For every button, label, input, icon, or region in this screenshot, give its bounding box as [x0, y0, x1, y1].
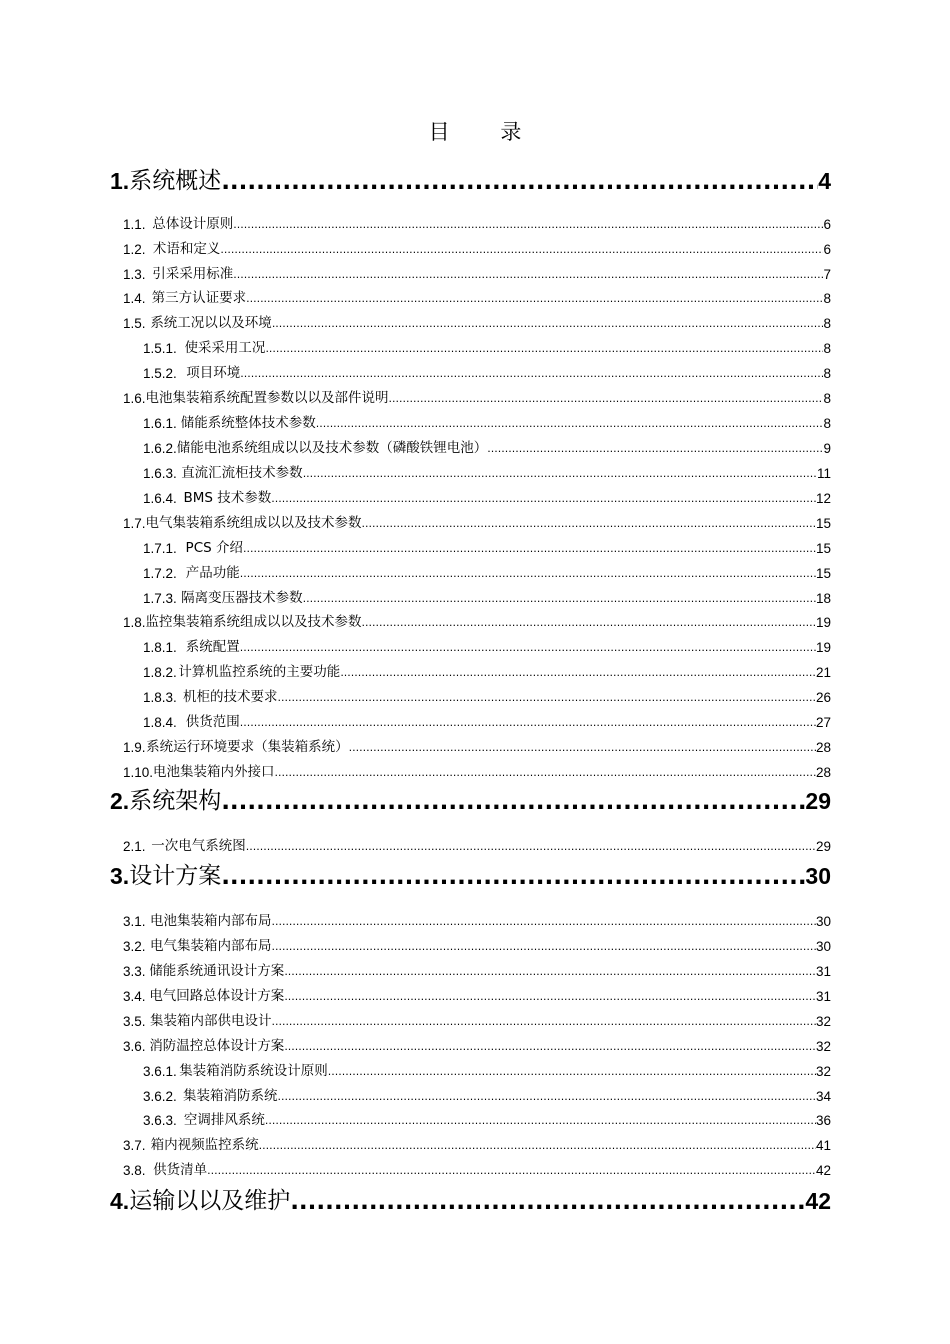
toc-entry-title: 第三方认证要求: [151, 290, 247, 306]
toc-entry-page-number: 32: [815, 1039, 831, 1054]
toc-entry-page-number: 8: [823, 316, 831, 331]
toc-entry-title: 电池集装箱系统配置参数以以及部件说明: [145, 390, 389, 406]
toc-entry-page-number: 29: [805, 788, 831, 814]
toc-entry-number: 1.6.4.: [143, 491, 177, 506]
toc-entry-title: 消防温控总体设计方案: [149, 1038, 285, 1054]
toc-entry-title: 隔离变压器技术参数: [181, 590, 303, 606]
toc-leader-dots: [221, 789, 805, 815]
toc-entry-title: 供货清单: [153, 1162, 208, 1178]
toc-entry[interactable]: [123, 386, 831, 406]
toc-entry-page-number: 15: [815, 541, 831, 556]
toc-entry-number: 3.4.: [123, 989, 146, 1004]
toc-entry-page-number: 32: [815, 1064, 831, 1079]
toc-leader-dots: [284, 965, 816, 979]
toc-entry[interactable]: [123, 984, 831, 1004]
toc-entry[interactable]: [123, 286, 831, 306]
toc-entry-number: 1.5.1.: [143, 341, 177, 356]
toc-leader-dots: [284, 1040, 816, 1054]
toc-leader-dots: [243, 542, 816, 556]
toc-entry-title: 系统运行环境要求（集装箱系统）: [146, 739, 349, 755]
toc-entry[interactable]: [123, 610, 831, 630]
toc-entry-number: 1.7.1.: [143, 541, 177, 556]
toc-entry[interactable]: [143, 461, 831, 481]
toc-entry-number: 1.8.1.: [143, 640, 177, 655]
toc-entry-number: 3.2.: [123, 939, 146, 954]
toc-entry-title: 直流汇流柜技术参数: [181, 465, 303, 481]
toc-entry[interactable]: [143, 336, 831, 356]
toc-entry-title: 项目环境: [186, 365, 241, 381]
toc-leader-dots: [284, 990, 816, 1004]
toc-leader-dots: [271, 1015, 816, 1029]
toc-entry-number: 3.6.: [123, 1039, 146, 1054]
toc-entry-number: 2.: [110, 788, 130, 814]
toc-entry-title: 电气回路总体设计方案: [149, 988, 285, 1004]
toc-entry-number: 2.1.: [123, 839, 146, 854]
toc-entry-page-number: 9: [823, 441, 831, 456]
toc-entry[interactable]: [123, 237, 831, 257]
toc-entry-title: 计算机监控系统的主要功能: [178, 664, 341, 680]
toc-leader-dots: [240, 567, 816, 581]
toc-entry-title: 机柜的技术要求: [182, 689, 278, 705]
toc-entry[interactable]: [110, 781, 831, 815]
toc-entry-page-number: 36: [815, 1113, 831, 1128]
toc-entry-page-number: 28: [815, 740, 831, 755]
toc-leader-dots: [259, 1139, 816, 1153]
toc-leader-dots: [240, 716, 816, 730]
toc-entry-title: 设计方案: [129, 863, 222, 889]
toc-entry-page-number: 18: [815, 591, 831, 606]
toc-entry-number: 1.4.: [123, 291, 146, 306]
toc-entry-title: 供货范围: [185, 714, 240, 730]
toc-leader-dots: [272, 317, 824, 331]
toc-leader-dots: [362, 517, 816, 531]
toc-entry-number: 1.9.: [123, 740, 146, 755]
toc-entry[interactable]: [110, 1181, 831, 1215]
toc-entry-title: 系统架构: [129, 788, 222, 814]
toc-entry-page-number: 12: [815, 491, 831, 506]
toc-entry-page-number: 15: [815, 516, 831, 531]
toc-leader-dots: [221, 864, 805, 890]
toc-entry-number: 3.6.2.: [143, 1089, 177, 1104]
toc-entry[interactable]: [123, 909, 831, 929]
toc-entry-number: 3.5.: [123, 1014, 146, 1029]
toc-entry-number: 1.8.2.: [143, 665, 177, 680]
toc-entry[interactable]: [123, 311, 831, 331]
toc-entry[interactable]: [123, 511, 831, 531]
toc-entry-page-number: 30: [805, 863, 831, 889]
toc-entry-number: 1.7.3.: [143, 591, 177, 606]
toc-entry[interactable]: [123, 834, 831, 854]
toc-entry[interactable]: [123, 262, 831, 282]
toc-leader-dots: [271, 915, 816, 929]
toc-leader-dots: [240, 641, 816, 655]
toc-entry-title: 引采采用标准: [152, 266, 234, 282]
toc-entry-number: 1.6.2.: [143, 441, 177, 456]
toc-entry-number: 1.6.: [123, 391, 146, 406]
toc-entry-page-number: 8: [823, 391, 831, 406]
toc-entry-page-number: 30: [815, 914, 831, 929]
toc-entry-page-number: 31: [815, 989, 831, 1004]
toc-entry-page-number: 21: [815, 665, 831, 680]
toc-entry-number: 1.7.: [123, 516, 146, 531]
toc-entry-number: 1.8.: [123, 615, 146, 630]
toc-entry[interactable]: [123, 735, 831, 755]
toc-entry[interactable]: [143, 536, 831, 556]
toc-entry-page-number: 8: [823, 366, 831, 381]
toc-entry-page-number: 4: [818, 168, 831, 194]
toc-entry-page-number: 8: [823, 291, 831, 306]
toc-entry-title: PCS 介绍: [185, 540, 243, 556]
toc-entry[interactable]: [110, 856, 831, 890]
toc-leader-dots: [277, 1090, 815, 1104]
toc-entry-number: 1.5.: [123, 316, 146, 331]
toc-entry-title: 集装箱消防系统设计原则: [179, 1063, 328, 1079]
toc-entry-title: 箱内视频监控系统: [150, 1137, 259, 1153]
toc-entry-title: 监控集装箱系统组成以以及技术参数: [145, 614, 362, 630]
toc-entry-title: BMS 技术参数: [183, 490, 272, 506]
toc-entry-page-number: 19: [815, 640, 831, 655]
toc-entry-title: 储能电池系统组成以以及技术参数（磷酸铁锂电池）: [176, 440, 488, 456]
toc-entry[interactable]: [123, 760, 831, 780]
toc-leader-dots: [487, 442, 823, 456]
toc-leader-dots: [220, 243, 823, 257]
toc-leader-dots: [389, 392, 824, 406]
toc-entry-number: 3.6.3.: [143, 1113, 177, 1128]
toc-entry-number: 1.6.3.: [143, 466, 177, 481]
toc-leader-dots: [328, 1065, 816, 1079]
toc-entry[interactable]: [143, 635, 831, 655]
toc-entry-title: 使采采用工况: [184, 340, 266, 356]
toc-entry-title: 电气集装箱系统组成以以及技术参数: [145, 515, 362, 531]
toc-entry[interactable]: [123, 934, 831, 954]
toc-entry-page-number: 28: [815, 765, 831, 780]
toc-entry[interactable]: [143, 361, 831, 381]
toc-entry-number: 1.8.4.: [143, 715, 177, 730]
toc-entry[interactable]: [143, 660, 831, 680]
toc-leader-dots: [265, 1114, 816, 1128]
toc-entry-number: 1.1.: [123, 217, 146, 232]
toc-entry-page-number: 19: [815, 615, 831, 630]
toc-entry-title: 电池集装箱内外接口: [153, 764, 275, 780]
toc-entry-page-number: 8: [823, 416, 831, 431]
toc-entry-title: 储能系统整体技术参数: [180, 415, 316, 431]
toc-entry-page-number: 41: [815, 1138, 831, 1153]
toc-entry-title: 术语和定义: [152, 241, 221, 257]
toc-leader-dots: [207, 1164, 816, 1178]
toc-heading: 目 录: [428, 120, 544, 144]
toc-leader-dots: [277, 691, 815, 705]
toc-entry[interactable]: [143, 1059, 831, 1079]
toc-entry-number: 3.3.: [123, 964, 146, 979]
toc-entry-page-number: 26: [815, 690, 831, 705]
toc-entry-number: 1.2.: [123, 242, 146, 257]
toc-entry-page-number: 32: [815, 1014, 831, 1029]
toc-entry-title: 系统概述: [129, 168, 222, 194]
toc-entry[interactable]: [123, 1009, 831, 1029]
toc-entry-number: 1.6.1.: [143, 416, 177, 431]
toc-entry-title: 系统工况以以及环境: [150, 315, 272, 331]
toc-leader-dots: [240, 367, 823, 381]
toc-entry[interactable]: [123, 1133, 831, 1153]
toc-entry-title: 集装箱内部供电设计: [149, 1013, 272, 1029]
toc-entry[interactable]: [143, 561, 831, 581]
toc-entry-page-number: 6: [823, 242, 831, 257]
toc-entry[interactable]: [143, 586, 831, 606]
toc-leader-dots: [221, 169, 818, 195]
toc-entry[interactable]: [123, 1034, 831, 1054]
toc-entry[interactable]: [143, 486, 831, 506]
toc-entry[interactable]: [123, 1158, 831, 1178]
toc-leader-dots: [362, 616, 816, 630]
toc-entry-page-number: 6: [823, 217, 831, 232]
toc-entry-page-number: 11: [816, 466, 831, 481]
toc-entry-number: 3.: [110, 863, 130, 889]
toc-leader-dots: [246, 840, 816, 854]
toc-leader-dots: [303, 592, 816, 606]
toc-entry-title: 产品功能: [185, 565, 240, 581]
toc-leader-dots: [275, 766, 816, 780]
toc-entry-title: 集装箱消防系统: [182, 1088, 278, 1104]
toc-leader-dots: [271, 492, 816, 506]
toc-entry-page-number: 29: [815, 839, 831, 854]
toc-entry-page-number: 42: [815, 1163, 831, 1178]
toc-leader-dots: [265, 342, 823, 356]
toc-entry[interactable]: [143, 1084, 831, 1104]
toc-entry-title: 系统配置: [185, 639, 240, 655]
toc-leader-dots: [233, 268, 823, 282]
toc-entry-number: 1.7.2.: [143, 566, 177, 581]
toc-entry-page-number: 15: [815, 566, 831, 581]
toc-entry-number: 3.7.: [123, 1138, 146, 1153]
toc-leader-dots: [271, 940, 816, 954]
toc-entry-number: 1.5.2.: [143, 366, 177, 381]
toc-entry[interactable]: [143, 1108, 831, 1128]
toc-entry-page-number: 31: [815, 964, 831, 979]
toc-entry[interactable]: [143, 710, 831, 730]
toc-entry-page-number: 34: [815, 1089, 831, 1104]
toc-entry[interactable]: [123, 959, 831, 979]
toc-entry-title: 电气集装箱内部布局: [149, 938, 272, 954]
toc-entry[interactable]: [143, 685, 831, 705]
toc-leader-dots: [340, 666, 816, 680]
toc-entry[interactable]: [143, 411, 831, 431]
toc-entry-number: 1.8.3.: [143, 690, 177, 705]
toc-entry-number: 3.6.1.: [143, 1064, 177, 1079]
toc-entry-number: 1.10.: [123, 765, 154, 780]
toc-entry[interactable]: [143, 436, 831, 456]
toc-entry-page-number: 27: [815, 715, 831, 730]
toc-entry-page-number: 7: [823, 267, 831, 282]
toc-leader-dots: [303, 467, 817, 481]
toc-entry-title: 总体设计原则: [152, 216, 234, 232]
toc-entry-title: 储能系统通讯设计方案: [149, 963, 285, 979]
toc-entry-number: 3.1.: [123, 914, 146, 929]
toc-entry-number: 1.3.: [123, 267, 146, 282]
toc-leader-dots: [233, 218, 823, 232]
toc-entry-number: 1.: [110, 168, 130, 194]
toc-entry-page-number: 42: [805, 1188, 831, 1214]
toc-leader-dots: [246, 292, 823, 306]
toc-leader-dots: [290, 1189, 805, 1215]
toc-leader-dots: [349, 741, 816, 755]
toc-entry-title: 运输以以及维护: [129, 1188, 291, 1214]
toc-entry-title: 空调排风系统: [183, 1112, 265, 1128]
toc-entry[interactable]: [110, 161, 831, 195]
toc-entry-number: 4.: [110, 1188, 130, 1214]
toc-entry-title: 电池集装箱内部布局: [149, 913, 272, 929]
toc-leader-dots: [316, 417, 824, 431]
toc-entry-page-number: 8: [823, 341, 831, 356]
toc-entry-page-number: 30: [815, 939, 831, 954]
toc-entry-title: 一次电气系统图: [151, 838, 246, 854]
toc-entry-number: 3.8.: [123, 1163, 146, 1178]
toc-entry[interactable]: [123, 212, 831, 232]
